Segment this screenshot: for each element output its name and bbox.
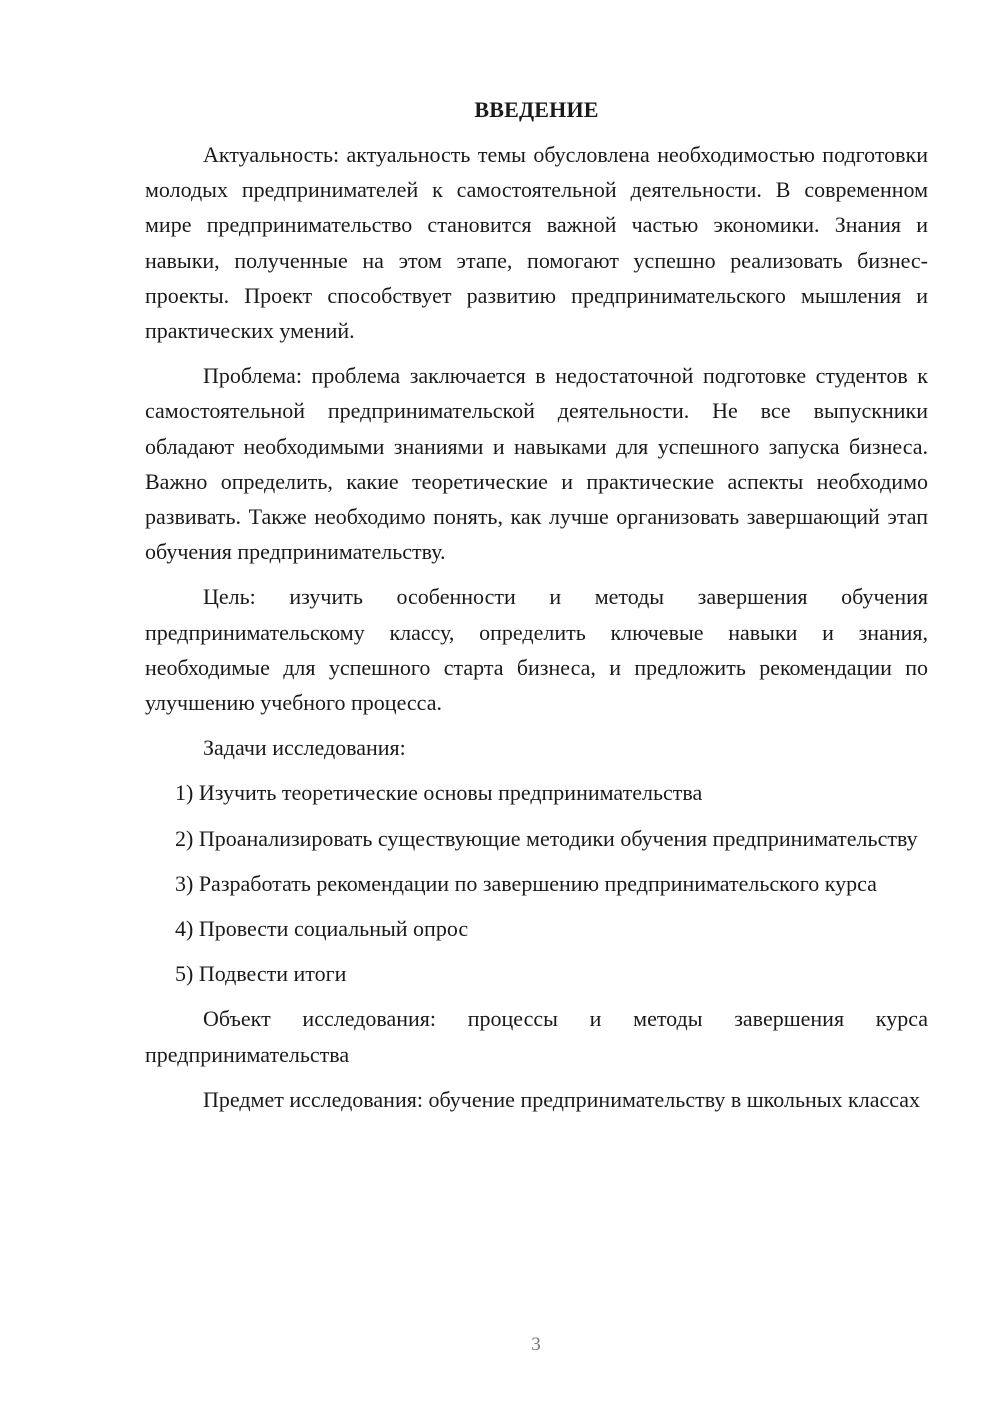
paragraph-goal: Цель: изучить особенности и методы завершения обучения предпринимательскому классу, определить ключевые навыки и знания, необходимые для успешного старта бизнеса, и предложить рекомендации по улучшению учебного процесса. — [145, 584, 928, 716]
section-heading: ВВЕДЕНИЕ — [474, 97, 599, 122]
paragraph-object: Объект исследования: процессы и методы завершения курса предпринимательства — [145, 1006, 928, 1067]
paragraph-relevance: Актуальность: актуальность темы обусловлена необходимостью подготовки молодых предпринимателей к самостоятельной деятельности. В современном мире предпринимательство становится важной частью экономики. Знания и навыки, полученные на этом этапе, помогают успешно реализовать бизнес-проекты. Проект способствует развитию предпринимательского мышления и практических умений. — [145, 142, 928, 344]
task-item-3: 3) Разработать рекомендации по завершению предпринимательского курса — [175, 870, 877, 896]
paragraph-problem: Проблема: проблема заключается в недостаточной подготовке студентов к самостоятельной предпринимательской деятельности. Не все выпускники обладают необходимыми знаниями и навыками для успешного запуска бизнеса. Важно определить, какие теоретические и практические аспекты необходимо развивать. Также необходимо понять, как лучше организовать завершающий этап обучения предпринимательству. — [145, 363, 928, 565]
paragraph-subject: Предмет исследования: обучение предпринимательству в школьных классах — [203, 1086, 921, 1112]
task-item-2: 2) Проанализировать существующие методики обучения предпринимательству — [175, 825, 918, 851]
document-page — [145, 92, 928, 1117]
task-item-4: 4) Провести социальный опрос — [175, 916, 469, 942]
task-item-5: 5) Подвести итоги — [175, 961, 347, 987]
task-item-1: 1) Изучить теоретические основы предпринимательства — [175, 780, 703, 806]
tasks-title: Задачи исследования: — [203, 735, 406, 761]
page-number: 3 — [531, 1334, 541, 1355]
